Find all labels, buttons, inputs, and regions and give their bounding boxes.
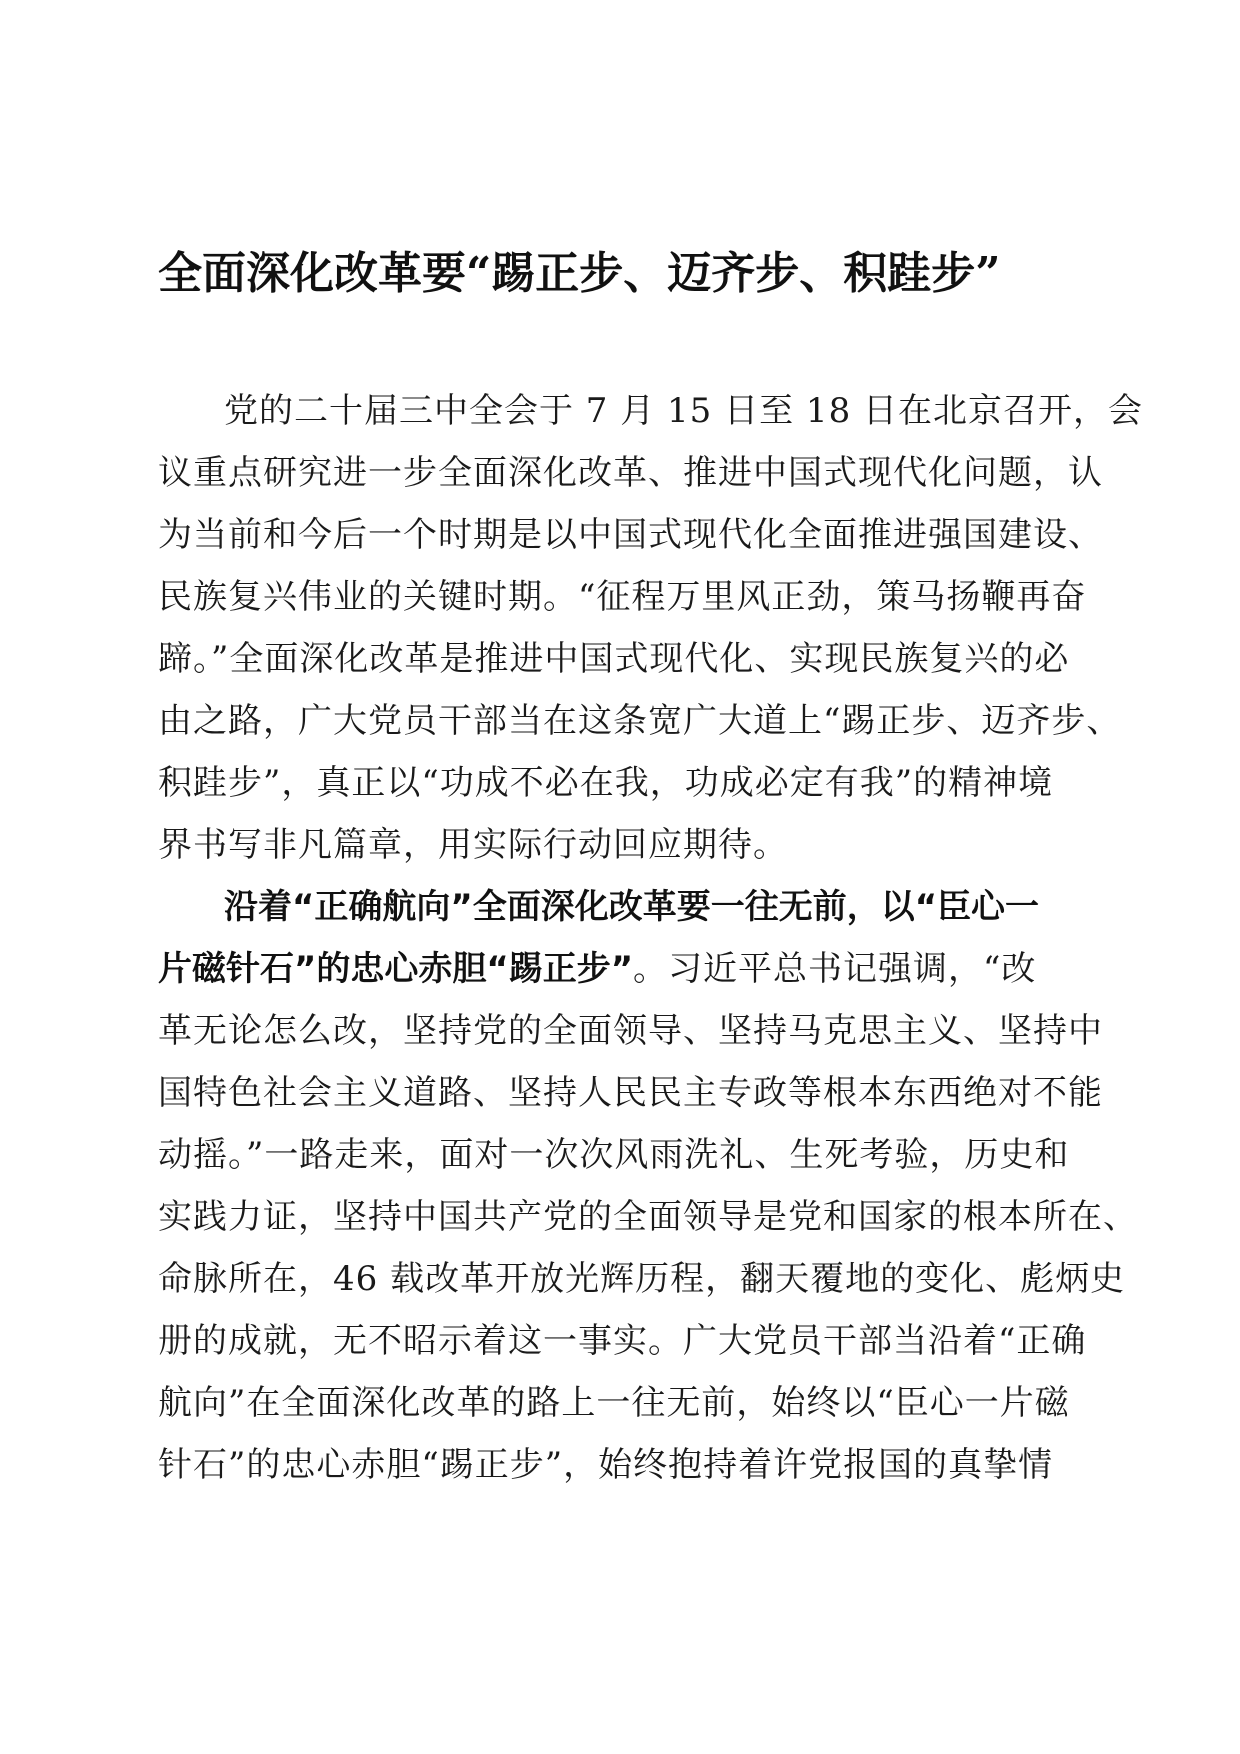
paragraph-line: 积跬步”，真正以“功成不必在我，功成必定有我”的精神境: [158, 763, 1054, 803]
paragraph-line: 蹄。”全面深化改革是推进中国式现代化、实现民族复兴的必: [158, 639, 1070, 679]
paragraph-line: 为当前和今后一个时期是以中国式现代化全面推进强国建设、: [158, 515, 1103, 555]
paragraph-line: 动摇。”一路走来，面对一次次风雨洗礼、生死考验，历史和: [158, 1135, 1070, 1175]
paragraph-line: 议重点研究进一步全面深化改革、推进中国式现代化问题，认: [158, 453, 1103, 493]
paragraph-line: 针石”的忠心赤胆“踢正步”，始终抱持着许党报国的真挚情: [158, 1445, 1054, 1485]
paragraph-text: 。习近平总书记强调，“改: [633, 949, 1037, 989]
section-heading-part: 沿着“正确航向”全面深化改革要一往无前，以“臣心一: [224, 887, 1040, 927]
paragraph-line: 册的成就，无不昭示着这一事实。广大党员干部当沿着“正确: [158, 1321, 1087, 1361]
paragraph-1: [158, 380, 1144, 876]
paragraph-2: [158, 876, 1138, 1496]
paragraph-line: [158, 938, 1103, 1000]
paragraph-line: 实践力证，坚持中国共产党的全面领导是党和国家的根本所在、: [158, 1197, 1138, 1237]
document-body: [158, 380, 1144, 1496]
section-heading-part: 片磁针石”的忠心赤胆“踢正步”: [158, 949, 634, 989]
paragraph-line: 命脉所在，46 载改革开放光辉历程，翻天覆地的变化、彪炳史: [158, 1259, 1126, 1299]
paragraph-line: 党的二十届三中全会于 7 月 15 日至 18 日在北京召开，会: [224, 391, 1144, 431]
paragraph-line: 航向”在全面深化改革的路上一往无前，始终以“臣心一片磁: [158, 1383, 1070, 1423]
paragraph-line: 国特色社会主义道路、坚持人民民主专政等根本东西绝对不能: [158, 1073, 1103, 1113]
paragraph-line: 民族复兴伟业的关键时期。“征程万里风正劲，策马扬鞭再奋: [158, 577, 1087, 617]
paragraph-line: 界书写非凡篇章，用实际行动回应期待。: [158, 825, 788, 865]
paragraph-line: 由之路，广大党员干部当在这条宽广大道上“踢正步、迈齐步、: [158, 701, 1122, 741]
paragraph-line: [158, 876, 1103, 938]
paragraph-line: 革无论怎么改，坚持党的全面领导、坚持马克思主义、坚持中: [158, 1011, 1103, 1051]
document-title: 全面深化改革要“踢正步、迈齐步、积跬步”: [158, 248, 1001, 299]
